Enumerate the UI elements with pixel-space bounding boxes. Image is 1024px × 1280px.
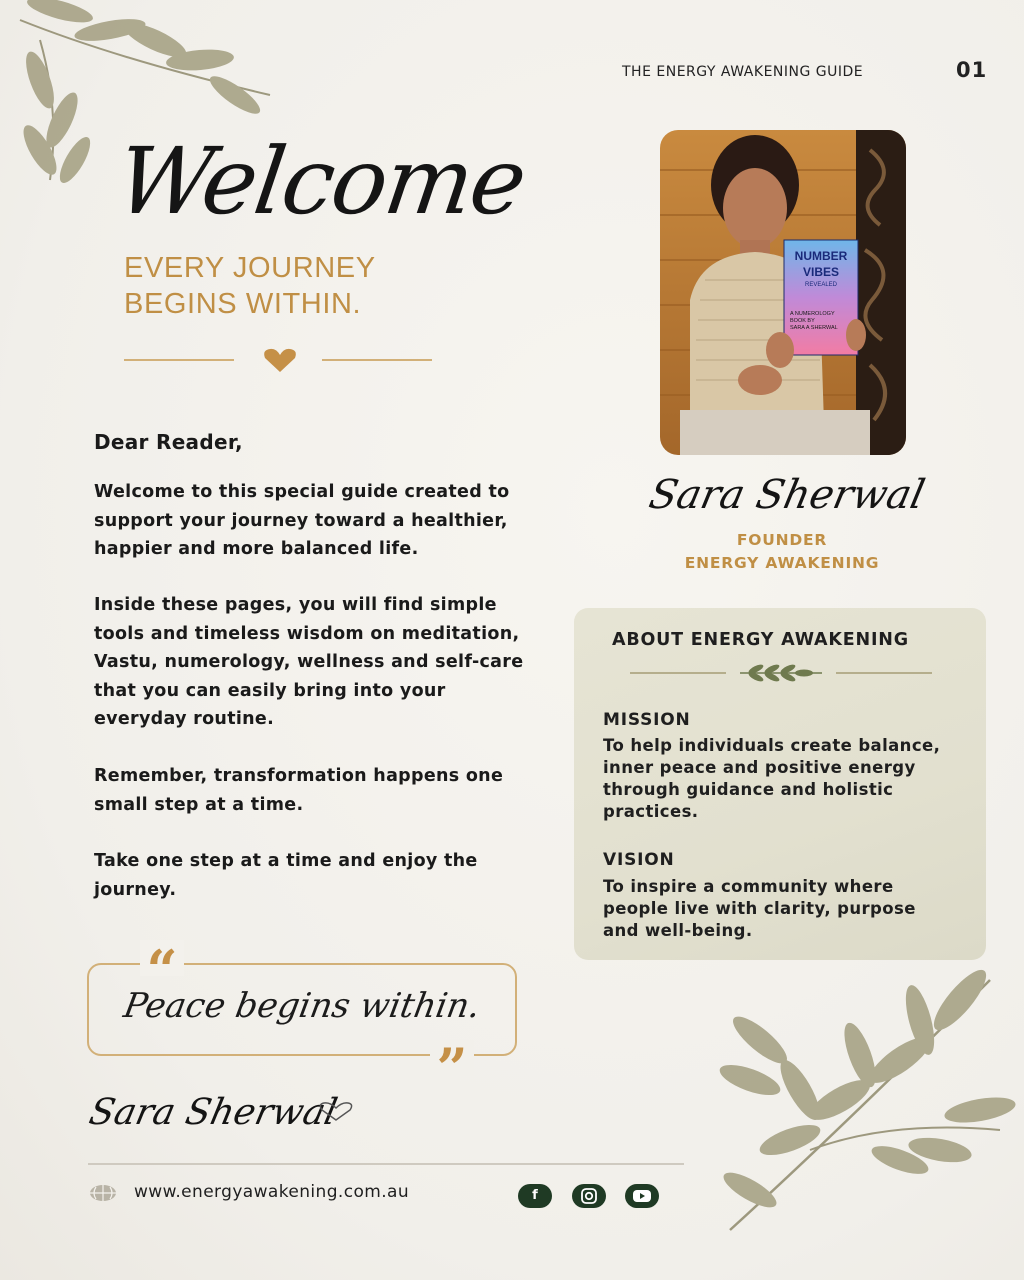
paragraph-2: Inside these pages, you will find simple tools and timeless wisdom on meditation, Vastu, numerology, wellness and self-care that you can easily bring into your everyday routine. [94, 595, 524, 729]
about-divider-left [630, 672, 726, 674]
mission-text: To help individuals create balance, inner peace and positive energy through guidance and holistic practices. [603, 736, 941, 821]
book-subtitle: REVEALED [804, 282, 838, 288]
greeting: Dear Reader, [94, 430, 243, 454]
instagram-icon[interactable] [572, 1184, 606, 1208]
quote-text: Peace begins within. [120, 986, 484, 1026]
founder-name: Sara Sherwal [645, 472, 929, 518]
leaf-decoration-bottom-right [690, 960, 1020, 1235]
youtube-icon[interactable] [625, 1184, 659, 1208]
welcome-heading: Welcome [110, 128, 532, 235]
heart-icon [262, 348, 298, 374]
footer-divider [88, 1163, 684, 1165]
globe-icon [88, 1184, 118, 1202]
founder-role: FOUNDER [736, 531, 828, 549]
heart-outline-icon [316, 1100, 356, 1124]
book-title-2: VIBES [802, 265, 840, 279]
tagline [124, 250, 484, 322]
vision-text: To inspire a community where people live with clarity, purpose and well-being. [603, 877, 916, 940]
paragraph-1: Welcome to this special guide created to support your journey toward a healthier, happier and more balanced life. [94, 482, 510, 559]
leaf-divider-icon [738, 663, 824, 683]
guide-title: THE ENERGY AWAKENING GUIDE [622, 64, 864, 80]
open-quote-icon: “ [140, 940, 184, 976]
tagline-line-1: EVERY JOURNEY [124, 252, 376, 284]
divider-line-right [322, 359, 432, 361]
website-link[interactable]: www.energyawakening.com.au [134, 1182, 409, 1202]
about-title: ABOUT ENERGY AWAKENING [612, 630, 909, 650]
close-quote-icon: ” [430, 1040, 474, 1076]
divider-line-left [124, 359, 234, 361]
vision-title: VISION [603, 850, 675, 870]
paragraph-3: Remember, transformation happens one small step at a time. [94, 766, 504, 815]
book-desc-2: BOOK BY [790, 318, 815, 324]
founder-company: ENERGY AWAKENING [684, 554, 880, 572]
founder-photo [660, 130, 906, 455]
book-desc-1: A NUMEROLOGY [790, 311, 835, 317]
mission-title: MISSION [603, 710, 691, 730]
page-number: 01 [956, 58, 988, 82]
paragraph-4: Take one step at a time and enjoy the journey. [94, 851, 478, 900]
facebook-icon[interactable]: f [518, 1184, 552, 1208]
book-desc-3: SARA A SHERWAL [790, 325, 838, 331]
tagline-line-2: BEGINS WITHIN. [124, 288, 362, 320]
about-divider-right [836, 672, 932, 674]
signature: Sara Sherwal [85, 1092, 341, 1133]
book-title-1: NUMBER [794, 249, 848, 263]
